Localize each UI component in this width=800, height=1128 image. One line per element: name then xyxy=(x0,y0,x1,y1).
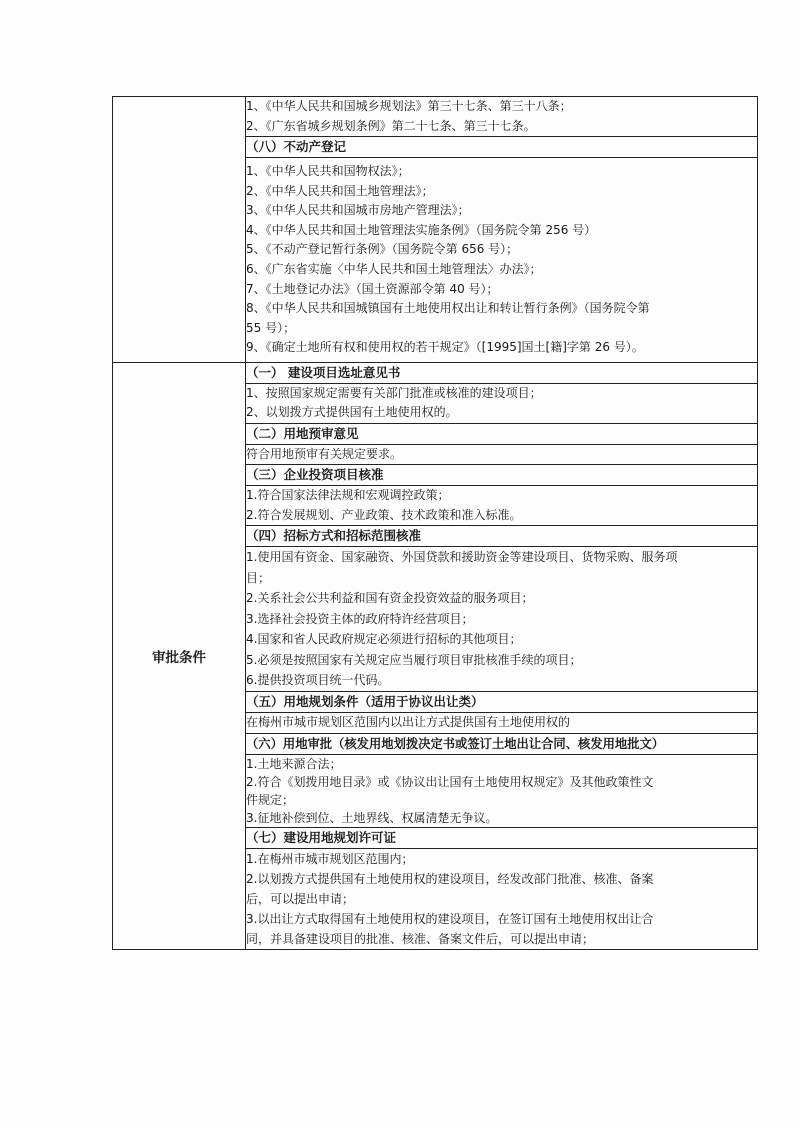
list-item: 6.提供投资项目统一代码。 xyxy=(246,673,390,688)
list-item: 2.符合《划拨用地目录》或《协议出让国有土地使用权规定》及其他政策性文 xyxy=(246,775,654,790)
first-label-cell xyxy=(113,97,246,363)
list-item: 2.符合发展规划、产业政策、技术政策和准入标准。 xyxy=(246,507,522,522)
conditions-table xyxy=(112,96,758,950)
section-body xyxy=(246,444,758,465)
section-title: （四）招标方式和招标范围核准 xyxy=(246,526,758,547)
list-item: 后，可以提出申请； xyxy=(246,892,355,907)
list-item: 5、《不动产登记暂行条例》（国务院令第 656 号）； xyxy=(246,242,519,257)
list-item: 1.在梅州市城市规划区范围内； xyxy=(246,852,414,867)
list-item: 9、《确定土地所有权和使用权的若干规定》（[1995]国土[籍]字第 26 号）。 xyxy=(246,340,644,355)
list-item: 2、以划拨方式提供国有土地使用权的。 xyxy=(246,405,458,420)
table-row xyxy=(113,362,758,383)
list-item: 件规定； xyxy=(246,793,295,808)
list-item: 在梅州市城市规划区范围内以出让方式提供国有土地使用权的 xyxy=(246,714,571,729)
legal-basis-continued xyxy=(246,97,758,137)
list-item: 3.征地补偿到位、土地界线、权属清楚无争议。 xyxy=(246,811,498,826)
section-title: （七）建设用地规划许可证 xyxy=(246,828,758,849)
list-item: 1.符合国家法律法规和宏观调控政策； xyxy=(246,488,450,503)
list-item: 目； xyxy=(246,570,271,585)
section-body xyxy=(246,712,758,734)
list-item: 符合用地预审有关规定要求。 xyxy=(246,446,403,461)
list-item: 6、《广东省实施〈中华人民共和国土地管理法〉办法》； xyxy=(246,261,542,276)
list-item: 3.以出让方式取得国有土地使用权的建设项目，在签订国有土地使用权出让合 xyxy=(246,912,654,927)
list-item: 55 号）； xyxy=(246,320,296,335)
section-title: （六）用地审批（核发用地划拨决定书或签订土地出让合同、核发用地批文） xyxy=(246,734,758,755)
list-item: 4.国家和省人民政府规定必须进行招标的其他项目； xyxy=(246,632,522,647)
list-item: 1.土地来源合法； xyxy=(246,757,342,772)
list-item: 2、《中华人民共和国土地管理法》； xyxy=(246,183,434,198)
section-body xyxy=(246,755,758,828)
list-item: 2、《广东省城乡规划条例》第二十七条、第三十七条。 xyxy=(246,118,536,133)
section-body xyxy=(246,158,758,363)
list-item: 1.使用国有资金、国家融资、外国贷款和援助资金等建设项目、货物采购、服务项 xyxy=(246,550,678,565)
section-body xyxy=(246,383,758,423)
list-item: 3.选择社会投资主体的政府特许经营项目； xyxy=(246,611,474,626)
section-body xyxy=(246,486,758,526)
list-item: 8、《中华人民共和国城镇国有土地使用权出让和转让暂行条例》（国务院令第 xyxy=(246,301,650,316)
list-item: 同，并具备建设项目的批准、核准、备案文件后，可以提出申请； xyxy=(246,932,595,947)
section-title: （八）不动产登记 xyxy=(246,137,758,158)
list-item: 1、按照国家规定需要有关部门批准或核准的建设项目； xyxy=(246,385,542,400)
approval-conditions-label: 审批条件 xyxy=(113,362,246,950)
list-item: 2.以划拨方式提供国有土地使用权的建设项目，经发改部门批准、核准、备案 xyxy=(246,872,654,887)
section-title: （三）企业投资项目核准 xyxy=(246,465,758,486)
list-item: 2.关系社会公共利益和国有资金投资效益的服务项目； xyxy=(246,591,534,606)
table-row xyxy=(113,97,758,137)
list-item: 3、《中华人民共和国城市房地产管理法》； xyxy=(246,203,470,218)
section-title: （一） 建设项目选址意见书 xyxy=(246,362,758,383)
list-item: 5.必须是按照国家有关规定应当履行项目审批核准手续的项目； xyxy=(246,652,582,667)
list-item: 4、《中华人民共和国土地管理法实施条例》（国务院令第 256 号） xyxy=(246,222,597,237)
list-item: 7、《土地登记办法》（国土资源部令第 40 号）； xyxy=(246,281,499,296)
section-title: （二）用地预审意见 xyxy=(246,423,758,444)
list-item: 1、《中华人民共和国城乡规划法》第三十七条、第三十八条； xyxy=(246,99,572,113)
section-title: （五）用地规划条件（适用于协议出让类） xyxy=(246,691,758,712)
list-item: 1、《中华人民共和国物权法》； xyxy=(246,164,410,178)
section-body xyxy=(246,547,758,692)
section-body xyxy=(246,849,758,950)
